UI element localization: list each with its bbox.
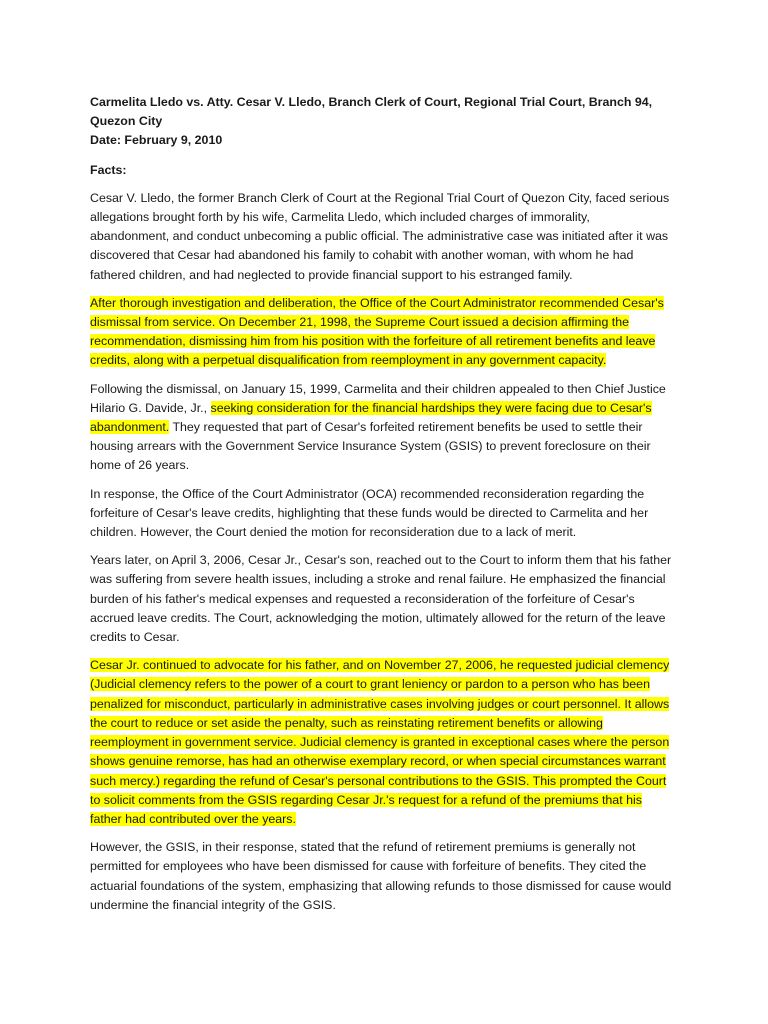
paragraph (90, 294, 672, 371)
highlighted-text: Cesar Jr. continued to advocate for his father, and on November 27, 2006, he requested judicial clemency (Judicial clemency refers to the power of a court to grant leniency or pardon to a person who has been penalized for misconduct, particularly in administrative cases involving judges or court personnel. It allows the court to reduce or set aside the penalty, such as reinstating retirement benefits or allowing reemployment in government service. Judicial clemency is granted in exceptional cases where the person shows genuine remorse, has had an otherwise exemplary record, or when special circumstances warrant such mercy.) regarding the refund of Cesar's personal contributions to the GSIS. This prompted the Court to solicit comments from the GSIS regarding Cesar Jr.'s request for a refund of the premiums that his father had contributed over the years. (90, 658, 670, 826)
highlighted-text: After thorough investigation and deliberation, the Office of the Court Administrator recommended Cesar's dismissal from service. On December 21, 1998, the Supreme Court issued a decision affirming the recommendation, dismissing him from his position with the forfeiture of all retirement benefits and leave credits, along with a perpetual disqualification from reemployment in any government capacity. (90, 295, 664, 368)
paragraph-text: However, the GSIS, in their response, stated that the refund of retirement premiums is generally not permitted for employees who have been dismissed for cause with forfeiture of benefits. They cited the actuarial foundations of the system, emphasizing that allowing refunds to those dismissed for cause would undermine the financial integrity of the GSIS. (90, 840, 672, 912)
paragraph-text: Cesar V. Lledo, the former Branch Clerk of Court at the Regional Trial Court of Quezon City, faced serious allegations brought forth by his wife, Carmelita Lledo, which included charges of immorality, abandonment, and conduct unbecoming a public official. The administrative case was initiated after it was discovered that Cesar had abandoned his family to cohabit with another woman, with whom he had fathered children, and had neglected to provide financial support to his estranged family. (90, 190, 670, 282)
highlighted-text: seeking consideration for the financial hardships they were facing due to Cesar's abandonment. (90, 400, 652, 435)
facts-heading: Facts: (90, 162, 127, 177)
paragraph-text: Years later, on April 3, 2006, Cesar Jr., Cesar's son, reached out to the Court to inform them that his father was suffering from severe health issues, including a stroke and renal failure. He emphasized the financial burden of his father's medical expenses and requested a reconsideration of the forfeiture of Cesar's accrued leave credits. The Court, acknowledging the motion, ultimately allowed for the return of the leave credits to Cesar. (90, 553, 672, 645)
case-date: Date: February 9, 2010 (90, 133, 223, 148)
paragraph-text: Following the dismissal, on January 15, 1999, Carmelita and their children appealed to then Chief Justice Hilario G. Davide, Jr., (90, 381, 666, 415)
paragraph (90, 485, 672, 543)
paragraph (90, 551, 672, 647)
paragraph (90, 380, 672, 476)
paragraph-text: In response, the Office of the Court Administrator (OCA) recommended reconsideration regarding the forfeiture of Cesar's leave credits, highlighting that these funds would be directed to Carmelita and her children. However, the Court denied the motion for reconsideration due to a lack of merit. (90, 486, 649, 540)
paragraph (90, 189, 672, 285)
paragraph-text: They requested that part of Cesar's forfeited retirement benefits be used to settle their housing arrears with the Government Service Insurance System (GSIS) to prevent foreclosure on their home of 26 years. (90, 420, 651, 473)
case-title: Carmelita Lledo vs. Atty. Cesar V. Lledo, Branch Clerk of Court, Regional Trial Court, Branch 94, Quezon City (90, 95, 653, 129)
paragraph (90, 838, 672, 915)
paragraph (90, 656, 672, 829)
